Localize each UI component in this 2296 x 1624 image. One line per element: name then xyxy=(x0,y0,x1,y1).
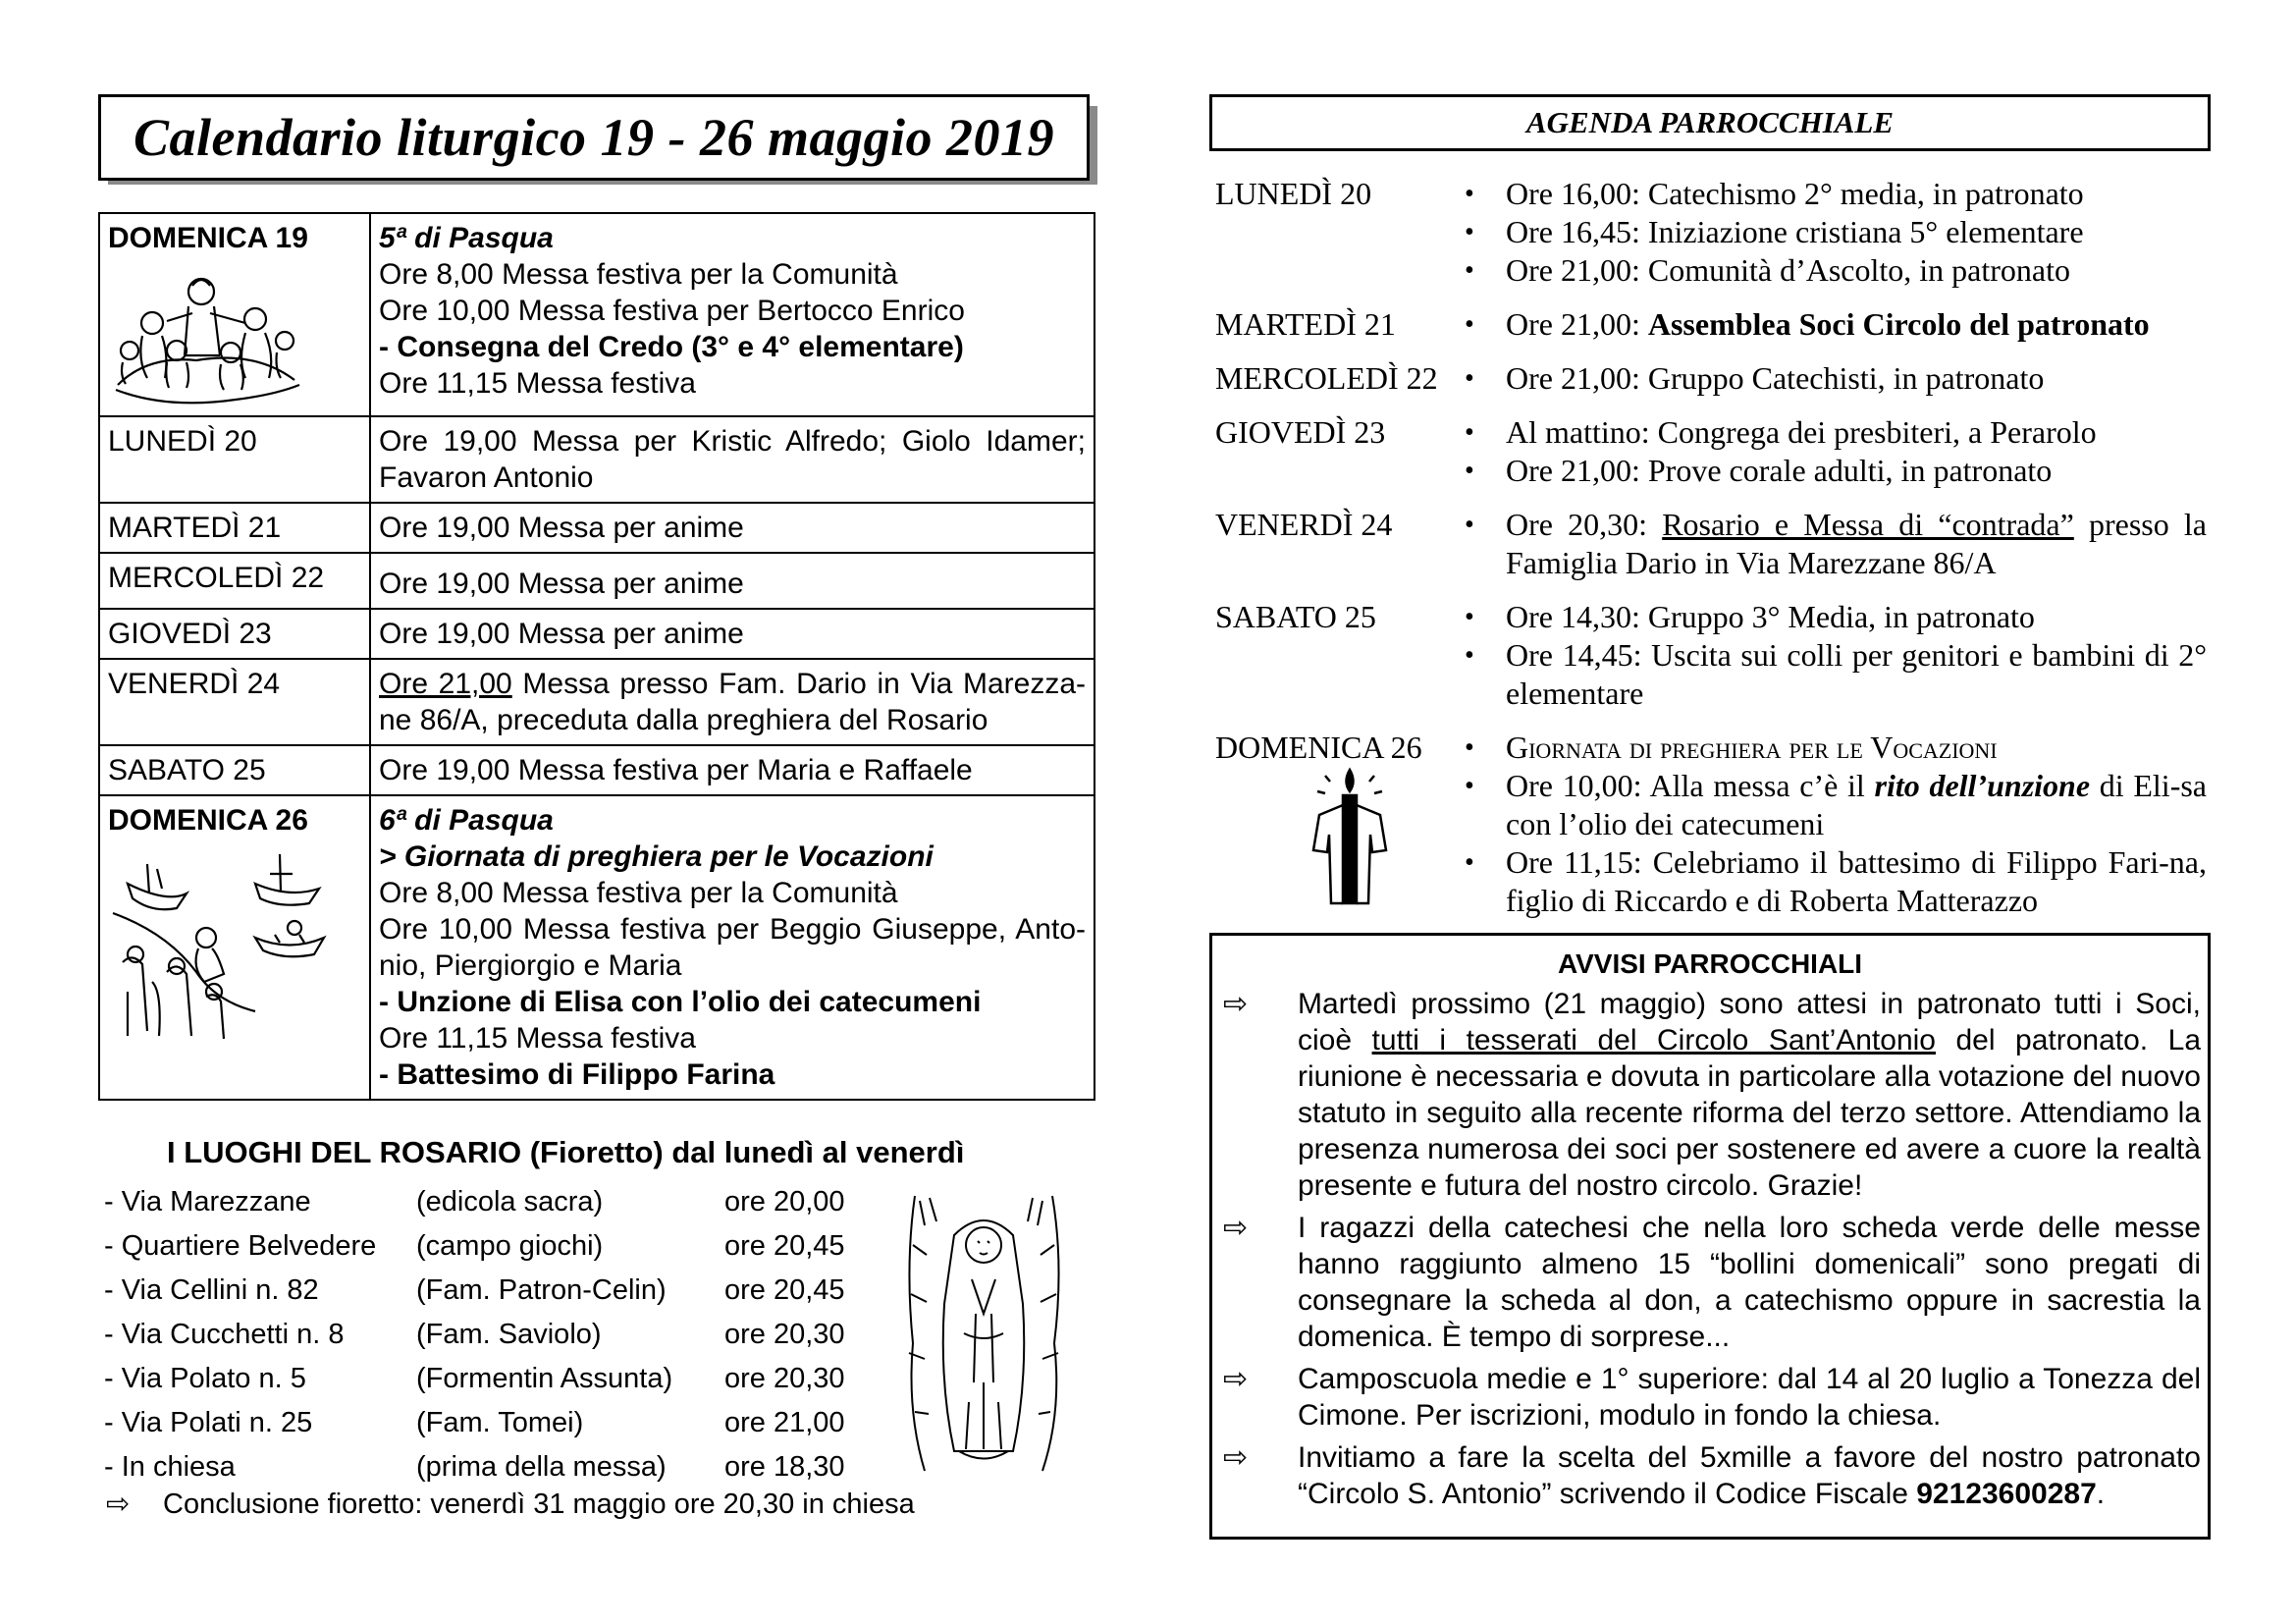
day-label: DOMENICA 26 xyxy=(108,804,308,837)
arrow-right-icon: ⇨ xyxy=(106,1489,131,1520)
events-cell: Ore 19,00 Messa per anime xyxy=(370,609,1095,659)
conclusion-text: Conclusione fioretto: venerdì 31 maggio ore 20,30 in chiesa xyxy=(163,1489,915,1520)
rosary-locations-list xyxy=(104,1180,870,1489)
item-text: Ore 10,00: Alla messa c’è il xyxy=(1506,768,1875,803)
event-time-underlined: Ore 21,00 xyxy=(379,668,512,700)
notice-text: Camposcuola medie e 1° superiore: dal 14 al 20 luglio a Tonezza del Cimone. Per iscrizioni, modulo in fondo la chiesa. xyxy=(1298,1363,2201,1432)
fiscal-code: 92123600287 xyxy=(1916,1478,2097,1510)
list-item: • Ore 21,00: Comunità d’Ascolto, in patronato xyxy=(1506,251,2207,290)
sunday-heading: 6ª di Pasqua xyxy=(379,804,554,837)
list-item: • Al mattino: Congrega dei presbiteri, a Perarolo xyxy=(1506,413,2207,452)
events-cell xyxy=(370,659,1095,745)
list-item xyxy=(104,1224,870,1269)
event-text: Messa presso Fam. Dario in Via Marezza-ne 86/A, preceduta dalla preghiera del Rosario xyxy=(379,668,1086,736)
agenda-day: GIOVEDÌ 23 xyxy=(1215,414,1386,450)
day-cell: LUNEDÌ 20 xyxy=(99,416,370,503)
list-item xyxy=(104,1401,870,1445)
list-item xyxy=(104,1313,870,1357)
agenda-day: DOMENICA 26 xyxy=(1215,730,1422,765)
rosary-place: - Via Cellini n. 82 xyxy=(104,1274,319,1306)
rosary-time: ore 20,30 xyxy=(724,1363,845,1394)
item-text-underlined: Rosario e Messa di “contrada” xyxy=(1662,507,2074,542)
agenda-row xyxy=(1215,506,2207,582)
candle-stole-illustration xyxy=(1306,766,1394,913)
rosary-place: - In chiesa xyxy=(104,1451,236,1483)
event-line-bold: - Battesimo di Filippo Farina xyxy=(379,1058,775,1091)
fishermen-boats-illustration xyxy=(108,844,344,1041)
rosary-time: ore 18,30 xyxy=(724,1451,845,1483)
agenda-row xyxy=(1215,305,2207,344)
rosary-host: (Fam. Tomei) xyxy=(416,1407,584,1438)
agenda-day: VENERDÌ 24 xyxy=(1215,507,1393,542)
events-cell: Ore 19,00 Messa per anime xyxy=(370,503,1095,553)
rosary-conclusion xyxy=(106,1487,915,1521)
day-cell: SABATO 25 xyxy=(99,745,370,795)
list-item xyxy=(1506,506,2207,582)
agenda-row xyxy=(1215,359,2207,398)
rosary-host: (campo giochi) xyxy=(416,1230,604,1262)
table-row xyxy=(99,745,1095,795)
agenda-row xyxy=(1215,175,2207,290)
day-cell: VENERDÌ 24 xyxy=(99,659,370,745)
list-item: • Ore 21,00: Prove corale adulti, in patronato xyxy=(1506,452,2207,490)
rosary-host: (Fam. Patron-Celin) xyxy=(416,1274,667,1306)
event-line: Ore 11,15 Messa festiva xyxy=(379,367,696,400)
rosary-host: (Formentin Assunta) xyxy=(416,1363,673,1394)
sunday-heading: 5ª di Pasqua xyxy=(379,222,554,254)
events-cell: Ore 19,00 Messa festiva per Maria e Raffaele xyxy=(370,745,1095,795)
table-row xyxy=(99,416,1095,503)
item-text: Ore 20,30: xyxy=(1506,507,1663,542)
list-item: • Ore 16,00: Catechismo 2° media, in patronato xyxy=(1506,175,2207,213)
item-text-bold: Assemblea Soci Circolo del patronato xyxy=(1647,306,2150,342)
list-item: • Ore 16,45: Iniziazione cristiana 5° elementare xyxy=(1506,213,2207,251)
event-line: Ore 8,00 Messa festiva per la Comunità xyxy=(379,877,898,909)
agenda-items xyxy=(1453,359,2207,398)
list-item: • Ore 14,30: Gruppo 3° Media, in patronato xyxy=(1506,598,2207,636)
agenda-items xyxy=(1453,413,2207,490)
rosary-place: - Via Marezzane xyxy=(104,1186,311,1218)
day-cell: MERCOLEDÌ 22 xyxy=(99,553,370,609)
list-item xyxy=(104,1445,870,1489)
agenda-title: AGENDA PARROCCHIALE xyxy=(1525,105,1895,139)
rosary-host: (Fam. Saviolo) xyxy=(416,1319,602,1350)
list-item: • Giornata di preghiera per le Vocazioni xyxy=(1506,729,2207,767)
agenda-day: LUNEDÌ 20 xyxy=(1215,176,1372,211)
item-text: Ore 21,00: xyxy=(1506,306,1648,342)
sunday-subheading: > Giornata di preghiera per le Vocazioni xyxy=(379,840,934,873)
rosary-place: - Via Polati n. 25 xyxy=(104,1407,313,1438)
title-box xyxy=(98,94,1090,181)
agenda-header xyxy=(1209,94,2211,151)
events-cell xyxy=(370,795,1095,1100)
day-cell xyxy=(99,213,370,416)
table-row xyxy=(99,795,1095,1100)
agenda-row xyxy=(1215,413,2207,490)
notice-item xyxy=(1223,986,2201,1204)
events-cell: Ore 19,00 Messa per anime xyxy=(370,553,1095,609)
rosary-host: (prima della messa) xyxy=(416,1451,667,1483)
rosary-time: ore 21,00 xyxy=(724,1407,845,1438)
event-line: Ore 8,00 Messa festiva per la Comunità xyxy=(379,258,898,291)
day-cell: MARTEDÌ 21 xyxy=(99,503,370,553)
agenda-day: SABATO 25 xyxy=(1215,599,1376,634)
table-row xyxy=(99,659,1095,745)
avvisi-list xyxy=(1223,986,2201,1518)
events-cell: Ore 19,00 Messa per Kristic Alfredo; Giolo Idamer; Favaron Antonio xyxy=(370,416,1095,503)
day-cell xyxy=(99,795,370,1100)
list-item: • Ore 11,15: Celebriamo il battesimo di Filippo Fari-na, figlio di Riccardo e di Roberta Matterazzo xyxy=(1506,843,2207,920)
rosary-place: - Via Polato n. 5 xyxy=(104,1363,306,1394)
agenda-row xyxy=(1215,598,2207,713)
event-line-bold: - Unzione di Elisa con l’olio dei catecumeni xyxy=(379,986,982,1018)
agenda-day: MARTEDÌ 21 xyxy=(1215,306,1396,342)
rosary-time: ore 20,45 xyxy=(724,1274,845,1306)
avvisi-title: AVVISI PARROCCHIALI xyxy=(1557,948,1863,979)
arrow-right-icon: ⇨ xyxy=(1223,1363,1249,1395)
event-line: Ore 11,15 Messa festiva xyxy=(379,1022,696,1055)
item-text: di Eli-sa con l’olio dei catecumeni xyxy=(1506,768,2208,841)
list-item xyxy=(1506,305,2207,344)
day-label: DOMENICA 19 xyxy=(108,222,308,254)
notice-text: I ragazzi della catechesi che nella loro scheda verde delle messe hanno raggiunto almeno 15 “bollini domenicali” sono pregati di consegnare la scheda al don, a catechismo oppure in sacrestia la domenica. È tempo di sorprese... xyxy=(1298,1212,2201,1353)
agenda-items xyxy=(1453,598,2207,713)
item-text-emphasis: rito dell’unzione xyxy=(1874,768,2091,803)
rosary-place: - Via Cucchetti n. 8 xyxy=(104,1319,345,1350)
item-text: presso la Famiglia Dario in Via Marezzane 86/A xyxy=(1506,507,2207,580)
list-item xyxy=(104,1269,870,1313)
jesus-disciples-illustration xyxy=(108,262,304,409)
list-item xyxy=(1506,767,2207,843)
event-line: Ore 10,00 Messa festiva per Bertocco Enrico xyxy=(379,295,965,327)
event-line: Ore 10,00 Messa festiva per Beggio Giuseppe, Anto-nio, Piergiorgio e Maria xyxy=(379,913,1086,982)
notice-item xyxy=(1223,1439,2201,1512)
agenda-items xyxy=(1453,729,2207,920)
notice-text-part: . xyxy=(2096,1478,2106,1510)
list-item: • Ore 14,45: Uscita sui colli per genitori e bambini di 2° elementare xyxy=(1506,636,2207,713)
notice-item xyxy=(1223,1361,2201,1434)
list-item: • Ore 21,00: Gruppo Catechisti, in patronato xyxy=(1506,359,2207,398)
table-row xyxy=(99,503,1095,553)
day-cell: GIOVEDÌ 23 xyxy=(99,609,370,659)
table-row xyxy=(99,553,1095,609)
page-title: Calendario liturgico 19 - 26 maggio 2019 xyxy=(133,108,1055,167)
table-row xyxy=(99,213,1095,416)
notice-text-part: Martedì prossimo (21 maggio) sono attesi in patronato tutti i Soci, cioè xyxy=(1298,988,2201,1056)
list-item xyxy=(104,1180,870,1224)
table-row xyxy=(99,609,1095,659)
madonna-illustration xyxy=(895,1186,1072,1481)
agenda-items xyxy=(1453,506,2207,582)
rosary-host: (edicola sacra) xyxy=(416,1186,604,1218)
list-item xyxy=(104,1357,870,1401)
notice-text-part: del patronato. La riunione è necessaria e dovuta in particolare alla votazione del nuovo statuto in seguito alla recente riforma del terzo settore. Attendiamo la presenza numerosa dei soci per sostenere ed avere a cuore la realtà presente e futura del nostro circolo. Grazie! xyxy=(1298,1024,2202,1202)
rosary-place: - Quartiere Belvedere xyxy=(104,1230,377,1262)
notice-text-part: Invitiamo a fare la scelta del 5xmille a favore del nostro patronato “Circolo S. Antonio” scrivendo il Codice Fiscale xyxy=(1298,1441,2201,1510)
rosary-time: ore 20,45 xyxy=(724,1230,845,1262)
notice-item xyxy=(1223,1210,2201,1355)
agenda-items xyxy=(1453,175,2207,290)
notice-text xyxy=(1298,1439,2201,1512)
notice-text-underlined: tutti i tesserati del Circolo Sant’Antonio xyxy=(1371,1024,1936,1056)
event-line-bold: - Consegna del Credo (3° e 4° elementare) xyxy=(379,331,964,363)
arrow-right-icon: ⇨ xyxy=(1223,988,1249,1020)
events-cell xyxy=(370,213,1095,416)
agenda-day: MERCOLEDÌ 22 xyxy=(1215,360,1438,396)
rosary-section-title: I LUOGHI DEL ROSARIO (Fioretto) dal lunedì al venerdì xyxy=(167,1135,965,1169)
notice-text xyxy=(1298,986,2201,1204)
rosary-time: ore 20,30 xyxy=(724,1319,845,1350)
agenda-items xyxy=(1453,305,2207,344)
arrow-right-icon: ⇨ xyxy=(1223,1441,1249,1474)
rosary-time: ore 20,00 xyxy=(724,1186,845,1218)
liturgical-calendar-table xyxy=(98,212,1095,1101)
arrow-right-icon: ⇨ xyxy=(1223,1212,1249,1244)
